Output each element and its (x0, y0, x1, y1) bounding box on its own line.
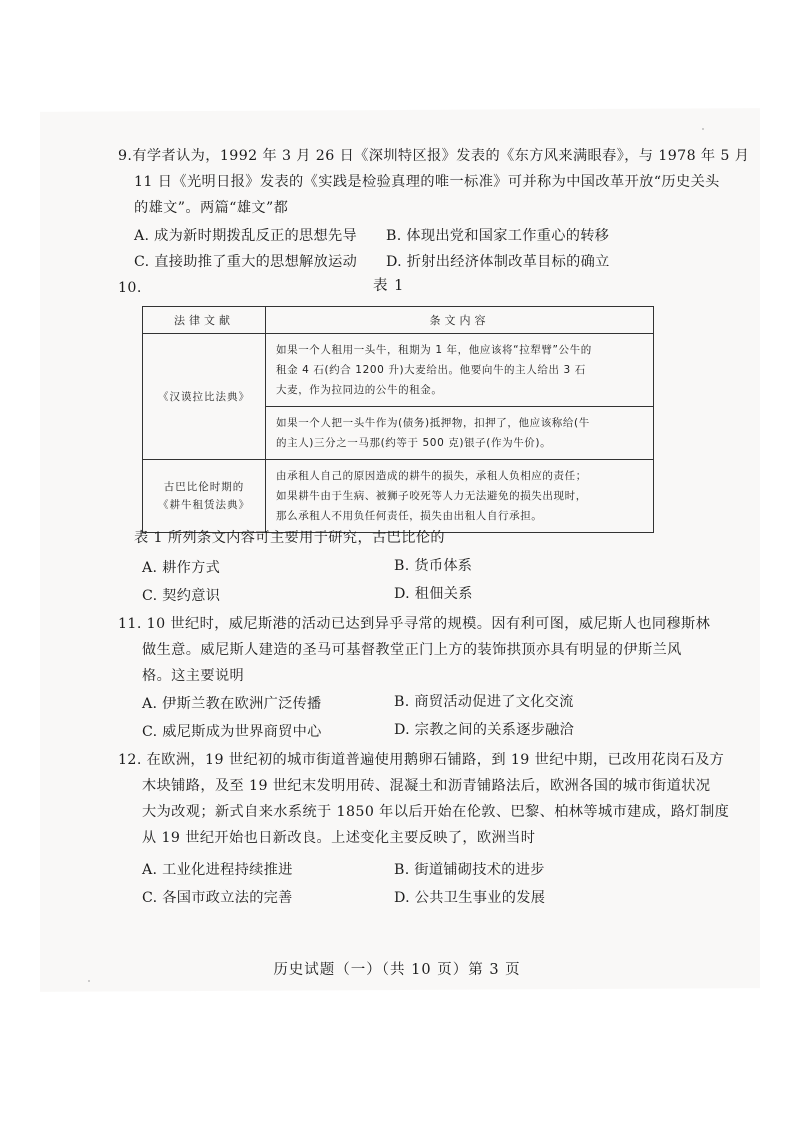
question-12-stem-line-3: 大为改观；新式自来水系统于 1850 年以后开始在伦敦、巴黎、柏林等城市建成，路灯制度 (142, 804, 730, 820)
question-9-stem-line-1: 9.有学者认为，1992 年 3 月 26 日《深圳特区报》发表的《东方风来满眼春》，与 1978 年 5 月 (118, 148, 750, 164)
question-11-stem-line-2: 做生意。威尼斯人建造的圣马可基督教堂正门上方的装饰拱顶亦具有明显的伊斯兰风 (142, 642, 682, 658)
law-table-clause (266, 460, 654, 533)
law-table-row (143, 460, 654, 533)
question-12-stem-line-2: 木块铺路，及至 19 世纪末发明用砖、混凝土和沥青铺路法后，欧洲各国的城市街道状况 (142, 778, 711, 794)
law-table-clause (266, 407, 654, 460)
question-11-stem-line-3: 格。这主要说明 (142, 668, 245, 684)
document-name-line: 《耕牛租赁法典》 (158, 499, 250, 511)
law-table-document-hammurabi: 《汉谟拉比法典》 (143, 334, 266, 460)
question-10-option-b: B. 货币体系 (394, 558, 473, 574)
question-9-option-b: B. 体现出党和国家工作重心的转移 (386, 228, 610, 244)
question-11-stem-line-1: 11. 10 世纪时，威尼斯港的活动已达到异乎寻常的规模。因有利可图，威尼斯人也同穆斯林 (118, 616, 711, 632)
clause-line: 的主人)三分之一马那(约等于 500 克)银子(作为牛价)。 (276, 437, 552, 449)
clause-line: 如果一个人租用一头牛，租期为 1 年，他应该将“拉犁臂”公牛的 (276, 344, 592, 356)
question-11-option-d: D. 宗教之间的关系逐步融洽 (394, 722, 575, 738)
law-table-row (143, 334, 654, 407)
law-table (142, 306, 654, 533)
law-table-document-ox-lease (143, 460, 266, 533)
question-10-option-a: A. 耕作方式 (142, 560, 221, 576)
law-table-header-clause: 条文内容 (266, 307, 654, 334)
clause-line: 如果耕牛由于生病、被狮子咬死等人力无法避免的损失出现时， (276, 490, 587, 502)
clause-line: 那么承租人不用负任何责任，损失由出租人自行承担。 (276, 510, 543, 522)
document-name-line: 古巴比伦时期的 (163, 481, 245, 493)
question-12-stem-line-1: 12. 在欧洲，19 世纪初的城市街道普遍使用鹅卵石铺路，到 19 世纪中期，已改用花岗石及方 (118, 752, 725, 768)
question-12-option-a: A. 工业化进程持续推进 (142, 862, 293, 878)
question-9-stem-line-2: 11 日《光明日报》发表的《实践是检验真理的唯一标准》可并称为中国改革开放“历史关头 (134, 174, 720, 190)
scan-speck (702, 128, 704, 130)
question-10-number: 10. (118, 280, 142, 296)
question-9-option-d: D. 折射出经济体制改革目标的确立 (386, 254, 610, 270)
clause-line: 由承租人自己的原因造成的耕牛的损失，承租人负相应的责任； (276, 470, 587, 482)
clause-line: 大麦，作为拉同边的公牛的租金。 (276, 384, 443, 396)
question-12-option-c: C. 各国市政立法的完善 (142, 890, 293, 906)
question-10-option-c: C. 契约意识 (142, 588, 221, 604)
scan-speck (88, 980, 90, 982)
question-10-stem: 表 1 所列条文内容可主要用于研究，古巴比伦的 (134, 530, 445, 546)
question-10-option-d: D. 租佃关系 (394, 586, 473, 602)
law-table-header-document: 法律文献 (143, 307, 266, 334)
question-11-option-c: C. 威尼斯成为世界商贸中心 (142, 724, 322, 740)
law-table-header-row (143, 307, 654, 334)
clause-line: 如果一个人把一头牛作为(债务)抵押物，扣押了，他应该称给(牛 (276, 417, 590, 429)
page-footer: 历史试题（一）（共 10 页）第 3 页 (273, 962, 521, 978)
question-11-option-a: A. 伊斯兰教在欧洲广泛传播 (142, 696, 322, 712)
clause-line: 租金 4 石(约合 1200 升)大麦给出。他要向牛的主人给出 3 石 (276, 364, 586, 376)
question-12-stem-line-4: 从 19 世纪开始也日新改良。上述变化主要反映了，欧洲当时 (142, 830, 536, 846)
table-caption: 表 1 (373, 278, 405, 294)
question-12-option-d: D. 公共卫生事业的发展 (394, 890, 546, 906)
question-9-option-c: C. 直接助推了重大的思想解放运动 (134, 254, 358, 270)
question-9-stem-line-3: 的雄文”。两篇“雄文”都 (134, 200, 289, 216)
question-9-option-a: A. 成为新时期拨乱反正的思想先导 (134, 228, 357, 244)
law-table-clause (266, 334, 654, 407)
question-12-option-b: B. 街道铺砌技术的进步 (394, 862, 545, 878)
question-11-option-b: B. 商贸活动促进了文化交流 (394, 694, 574, 710)
